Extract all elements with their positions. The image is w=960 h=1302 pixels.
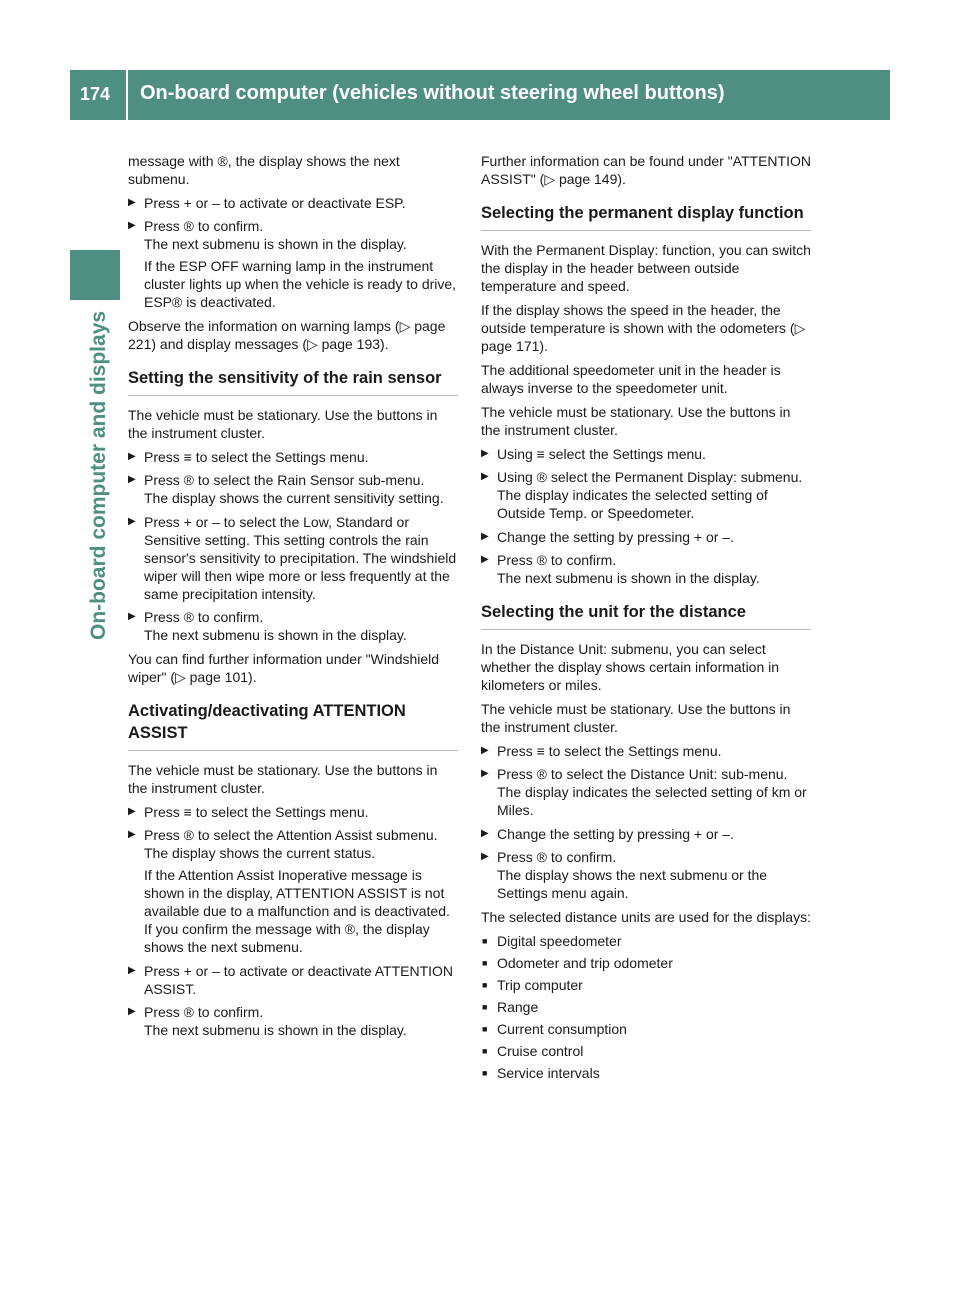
paragraph: The vehicle must be stationary. Use the buttons in the instrument cluster. (481, 404, 791, 438)
step: ▶ Press ® to confirm. (128, 217, 458, 235)
side-chapter-title: On-board computer and displays (87, 310, 110, 640)
step-result: The display indicates the selected setting of Outside Temp. or Speedometer. (497, 487, 768, 521)
paragraph: The vehicle must be stationary. Use the buttons in the instrument cluster. (481, 701, 791, 735)
list-item: ■ Odometer and trip odometer (481, 954, 811, 972)
side-tab-marker (70, 250, 120, 300)
step-result: The next submenu is shown in the display. (144, 627, 407, 643)
step-result: The display shows the next submenu or the Settings menu again. (497, 867, 768, 901)
list-item: ■ Service intervals (481, 1064, 811, 1082)
page-header (70, 70, 890, 120)
step: ▶ Press ≡ to select the Settings menu. (481, 742, 811, 760)
list-item: ■ Digital speedometer (481, 932, 811, 950)
step: ▶ Press ≡ to select the Settings menu. (128, 448, 458, 466)
paragraph: With the Permanent Display: function, you can switch the display in the header between outside temperature and speed. (481, 242, 811, 294)
section-heading: Activating/deactivating ATTENTION ASSIST (128, 700, 458, 751)
list-item: ■ Trip computer (481, 976, 811, 994)
list-item: ■ Range (481, 998, 811, 1016)
section-heading: Setting the sensitivity of the rain sensor (128, 367, 458, 396)
step: ▶ Using ® select the Permanent Display: submenu. (481, 468, 811, 486)
step: ▶ Change the setting by pressing + or –. (481, 528, 811, 546)
step-result: The display indicates the selected setting of km or Miles. (497, 784, 807, 818)
step: ▶ Press ® to confirm. (481, 551, 811, 569)
step: ▶ Press + or – to select the Low, Standard or Sensitive setting. This setting controls the rain sensor's sensitivity to precipitation. The windshield wiper will then wipe more or less frequently at the same precipitation intensity. (128, 513, 458, 603)
step: ▶ Press ® to select the Distance Unit: sub-menu. (481, 765, 811, 783)
header-divider (126, 70, 128, 120)
right-column (481, 152, 811, 1086)
step: ▶ Change the setting by pressing + or –. (481, 825, 811, 843)
step: ▶ Press ® to select the Attention Assist submenu. (128, 826, 458, 844)
step-result: The next submenu is shown in the display. (144, 236, 407, 252)
paragraph: Observe the information on warning lamps (▷ page 221) and display messages (▷ page 193). (128, 318, 446, 352)
step-result: If the ESP OFF warning lamp in the instrument cluster lights up when the vehicle is ready to drive, ESP® is deactivated. (144, 258, 457, 310)
step: ▶ Press ® to confirm. (128, 1003, 458, 1021)
step: ▶ Press + or – to activate or deactivate ESP. (128, 194, 458, 212)
page-number: 174 (80, 84, 111, 104)
step-result: The display shows the current sensitivity setting. (144, 490, 444, 506)
step: ▶ Press ® to confirm. (481, 848, 811, 866)
paragraph: The selected distance units are used for the displays: (481, 909, 811, 925)
paragraph: You can find further information under "Windshield wiper" (▷ page 101). (128, 651, 440, 685)
section-heading: Selecting the permanent display function (481, 202, 811, 231)
step: ▶ Press + or – to activate or deactivate ATTENTION ASSIST. (128, 962, 458, 998)
paragraph: If the display shows the speed in the header, the outside temperature is shown with the odometers (▷ page 171). (481, 302, 806, 354)
step-result: The next submenu is shown in the display. (497, 570, 760, 586)
paragraph: message with ®, the display shows the next submenu. (128, 153, 400, 187)
step: ▶ Using ≡ select the Settings menu. (481, 445, 811, 463)
step: ▶ Press ® to confirm. (128, 608, 458, 626)
left-column (128, 152, 458, 1045)
list-item: ■ Cruise control (481, 1042, 811, 1060)
paragraph: The vehicle must be stationary. Use the buttons in the instrument cluster. (128, 762, 438, 796)
section-heading: Selecting the unit for the distance (481, 601, 811, 630)
paragraph: Further information can be found under "ATTENTION ASSIST" (▷ page 149). (481, 153, 811, 187)
step-result: The display shows the current status. (144, 845, 376, 861)
list-item: ■ Current consumption (481, 1020, 811, 1038)
step: ▶ Press ® to select the Rain Sensor sub-menu. (128, 471, 458, 489)
page-title: On-board computer (vehicles without steering wheel buttons) (140, 82, 725, 104)
paragraph: The additional speedometer unit in the header is always inverse to the speedometer unit. (481, 362, 781, 396)
paragraph: In the Distance Unit: submenu, you can select whether the display shows certain information in kilometers or miles. (481, 641, 780, 693)
step-result: If the Attention Assist Inoperative message is shown in the display, ATTENTION ASSIST is not available due to a malfunction and is deactivated. If you confirm the message with ®, the display shows the next submenu. (144, 867, 450, 955)
step: ▶ Press ≡ to select the Settings menu. (128, 803, 458, 821)
paragraph: The vehicle must be stationary. Use the buttons in the instrument cluster. (128, 407, 438, 441)
step-result: The next submenu is shown in the display. (144, 1022, 407, 1038)
